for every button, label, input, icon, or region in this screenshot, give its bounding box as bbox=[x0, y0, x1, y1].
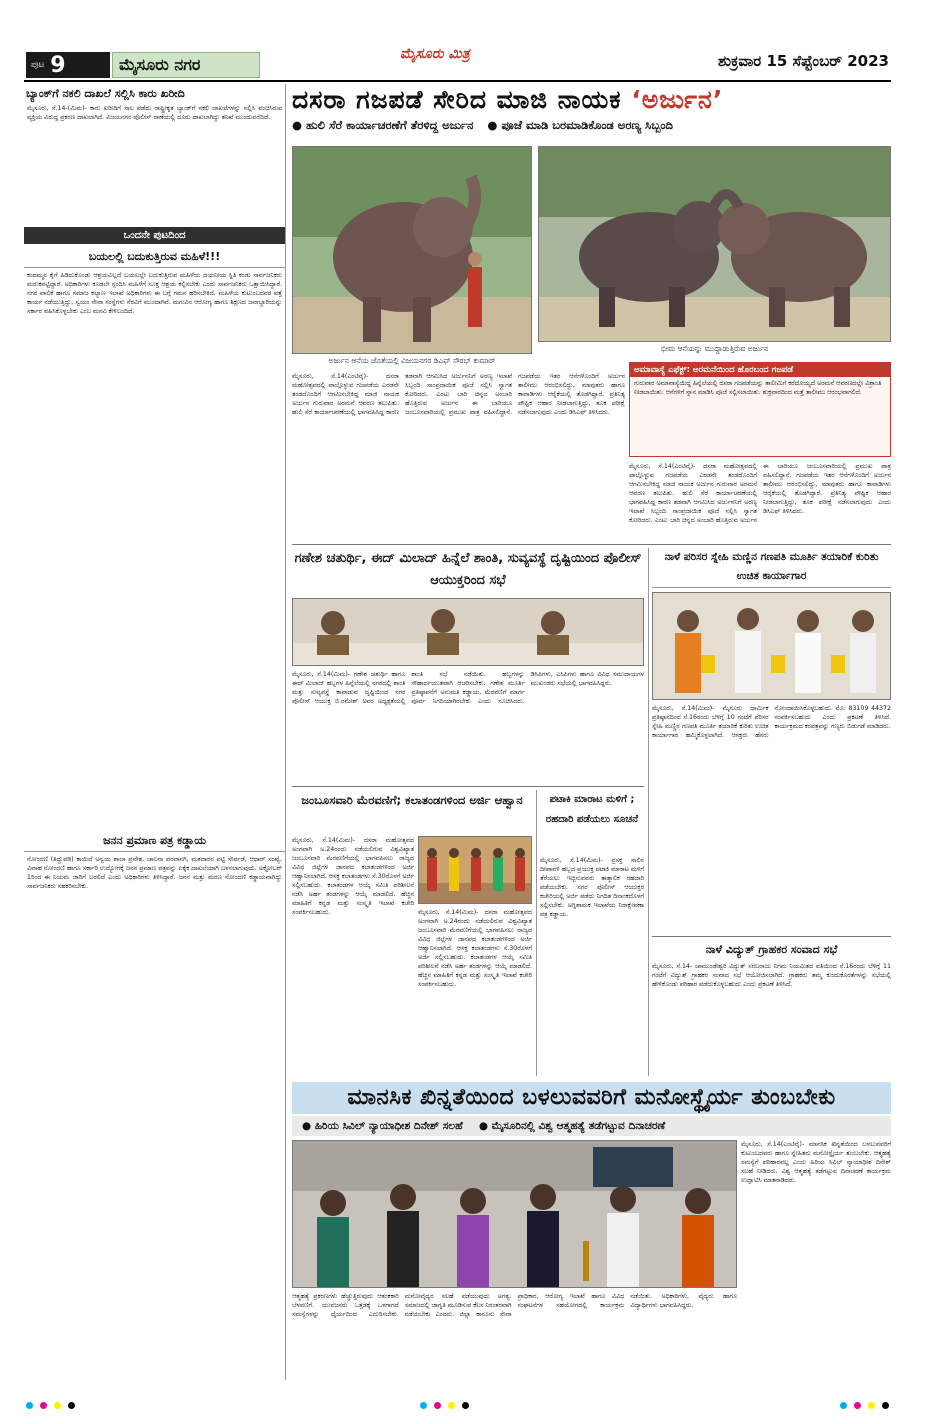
continued-band: ಒಂದನೇ ಪುಟದಿಂದ bbox=[24, 227, 285, 244]
photo-arjuna-bheema bbox=[538, 146, 891, 342]
amavasya-box-title: ಅಮಾವಾಸ್ಯೆ ಎಫೆಕ್ಟ್: ಅರಮನೆಯಿಂದ ಹೊರಬಂದ ಗಜಪಡೆ bbox=[630, 363, 890, 377]
pataki-headline: ಪಟಾಕಿ ಮಾರಾಟ ಮಳಿಗೆ ; ರಹದಾರಿ ಪಡೆಯಲು ಸೂಚನೆ bbox=[545, 794, 639, 825]
lead-story bbox=[292, 84, 891, 135]
mental-health-subhead-1: ● ಹಿರಿಯ ಸಿವಿಲ್ ನ್ಯಾಯಾಧೀಶ ದಿನೇಶ್ ಸಲಹೆ bbox=[302, 1120, 463, 1133]
jamboo-body-cont: ಮೈಸೂರು, ಸೆ.14(ಮಿಮ)- ದಸರಾ ಮಹೋತ್ಸವದ ಅಂಗವಾಗಿ ಅ.24ರಂದು ನಡೆಯಲಿರುವ ವಿಶ್ವವಿಖ್ಯಾತ ಜಂಬೂಸವಾರಿ ಮೆರವಣಿಗೆಯಲ್ಲಿ ಭಾಗವಹಿಸಲು ರಾಜ್ಯದ ವಿವಿಧ ಜಿಲ್ಲೆಗಳ ಜಾನಪದ ಕಲಾತಂಡಗಳಿಂದ ಅರ್ಜಿ ಆಹ್ವಾನಿಸಲಾಗಿದೆ. ಆಸಕ್ತ ಕಲಾತಂಡಗಳು ಸೆ.30ರೊಳಗೆ ಅರ್ಜಿ ಸಲ್ಲಿಸಬಹುದು. ಕಲಾತಂಡಗಳ ಆಯ್ಕೆ ಸಮಿತಿ ಪರಿಶೀಲನೆ ನಡೆಸಿ ಅರ್ಹ ತಂಡಗಳನ್ನು ಆಯ್ಕೆ ಮಾಡಲಿದೆ. ಹೆಚ್ಚಿನ ಮಾಹಿತಿಗೆ ಕನ್ನಡ ಮತ್ತು ಸಂಸ್ಕೃತಿ ಇಲಾಖೆ ಕಚೇರಿ ಸಂಪರ್ಕಿಸಬಹುದು. bbox=[418, 909, 532, 988]
story-woman-headline: ಬಯಲಲ್ಲಿ ಬದುಕುತ್ತಿರುವ ಮಹಿಳೆ!!! bbox=[24, 247, 285, 268]
lead-story-body-cont: ಮೈಸೂರು, ಸೆ.14(ಎಂಟಿವೈ)- ದಸರಾ ಮಹೋತ್ಸವದಲ್ಲಿ ಪಾಲ್ಗೊಳ್ಳುವ ಗಜಪಡೆಯ ಎರಡನೇ ತಂಡದೊಂದಿಗೆ ಆಗಮಿಸಬೇಕಿದ್ದ ಮಾಜಿ ನಾಯಕ ಅರ್ಜುನ ಗುರುವಾರ ಅರಮನೆ ಆವರಣ ತಲುಪಿತು. ಹುಲಿ ಸೆರೆ ಕಾರ್ಯಾಚರಣೆಯಲ್ಲಿ ಭಾಗವಹಿಸಿದ್ದ ಕಾರಣ ತಡವಾಗಿ ಆಗಮಿಸಿದ ಅರ್ಜುನನಿಗೆ ಅರಣ್ಯ ಇಲಾಖೆ ಸಿಬ್ಬಂದಿ ಸಾಂಪ್ರದಾಯಿಕ ಪೂಜೆ ಸಲ್ಲಿಸಿ ಸ್ವಾಗತ ಕೋರಿದರು. ಎಂಟು ಬಾರಿ ಚಿನ್ನದ ಅಂಬಾರಿ ಹೊತ್ತಿರುವ ಅರ್ಜುನ ಈ ಬಾರಿಯೂ ಜಂಬೂಸವಾರಿಯಲ್ಲಿ ಪ್ರಮುಖ ಪಾತ್ರ ವಹಿಸಲಿದ್ದಾನೆ. ಗಜಪಡೆಯ ಇತರ ಆನೆಗಳೊಂದಿಗೆ ಅರ್ಜುನ ತಾಲೀಮು ಆರಂಭಿಸಲಿದ್ದು, ಮಾವುತರು ಹಾಗೂ ಕಾವಾಡಿಗಳು ಆರೈಕೆಯಲ್ಲಿ ತೊಡಗಿದ್ದಾರೆ. ಪ್ರತಿನಿತ್ಯ ಪೌಷ್ಟಿಕ ಆಹಾರ ನೀಡಲಾಗುತ್ತಿದ್ದು, ತೂಕ ಪರೀಕ್ಷೆ ನಡೆಸಲಾಗುವುದು ಎಂದು ಡಿಸಿಎಫ್ ತಿಳಿಸಿದರು. bbox=[629, 463, 891, 524]
lead-headline-text: ದಸರಾ ಗಜಪಡೆ ಸೇರಿದ ಮಾಜಿ ನಾಯಕ bbox=[292, 85, 632, 114]
amavasya-info-box bbox=[629, 362, 891, 457]
photo-arjuna-caption: ಅರ್ಜುನ ಆನೆಯ ಜೊತೆಯಲ್ಲಿ ವಿಜಯನಗರ ಡಿಎಫ್ ಸೌರಭ್ ಕುಮಾರ್ bbox=[292, 356, 532, 368]
story-birth-cert-headline: ಜನನ ಪ್ರಮಾಣ ಪತ್ರ ಕಡ್ಡಾಯ bbox=[24, 831, 285, 852]
lead-headline bbox=[292, 84, 891, 116]
photo-lamp-lighting bbox=[292, 1140, 737, 1288]
mental-health-body-cont: ಆತ್ಮಹತ್ಯೆ ಪ್ರಕರಣಗಳು ಹೆಚ್ಚುತ್ತಿರುವುದು ಆತಂಕಕಾರಿ ಬೆಳವಣಿಗೆ. ಯುವಜನರು ಒತ್ತಡಕ್ಕೆ ಒಳಗಾಗದೆ ಸಮಸ್ಯೆಗಳನ್ನು ಧೈರ್ಯದಿಂದ ಎದುರಿಸಬೇಕು. ಮನೋವೈದ್ಯರ ಸಲಹೆ ಪಡೆಯುವುದು ಅಗತ್ಯ. ಸಮಾಜದಲ್ಲಿ ಜಾಗೃತಿ ಮೂಡಿಸುವ ಕೆಲಸ ನಿರಂತರವಾಗಿ ನಡೆಯಬೇಕು ಎಂದರು. ಜಿಲ್ಲಾ ಕಾನೂನು ಸೇವಾ ಪ್ರಾಧಿಕಾರ, ಆರೋಗ್ಯ ಇಲಾಖೆ ಹಾಗೂ ವಿವಿಧ ಸಂಘಟನೆಗಳ ಸಹಯೋಗದಲ್ಲಿ ಕಾರ್ಯಕ್ರಮ ನಡೆಯಿತು. ಅಧಿಕಾರಿಗಳು, ವೈದ್ಯರು ಹಾಗೂ ವಿದ್ಯಾರ್ಥಿಗಳು ಭಾಗವಹಿಸಿದ್ದರು. bbox=[292, 1293, 737, 1318]
ganesha-meeting-body: ಮೈಸೂರು, ಸೆ.14(ಮಿಮ)- ಗಣೇಶ ಚತುರ್ಥಿ ಹಾಗೂ ಈದ್ ಮಿಲಾದ್ ಹಬ್ಬಗಳ ಹಿನ್ನೆಲೆಯಲ್ಲಿ ನಗರದಲ್ಲಿ ಶಾಂತಿ ಮತ್ತು ಸುವ್ಯವಸ್ಥೆ ಕಾಪಾಡುವ ದೃಷ್ಟಿಯಿಂದ ನಗರ ಪೊಲೀಸ್ ಆಯುಕ್ತ ಬಿ.ರಮೇಶ್ ಅವರ ಅಧ್ಯಕ್ಷತೆಯಲ್ಲಿ ಶಾಂತಿ ಸಭೆ ನಡೆಯಿತು. ಹಬ್ಬಗಳನ್ನು ಸೌಹಾರ್ದಯುತವಾಗಿ ಆಚರಿಸಬೇಕು. ಗಣೇಶ ಮೂರ್ತಿ ಪ್ರತಿಷ್ಠಾಪನೆಗೆ ಅನುಮತಿ ಕಡ್ಡಾಯ, ಮೆರವಣಿಗೆ ಮಾರ್ಗ ಪೂರ್ವ ನಿಗದಿಯಾಗಿರಬೇಕು ಎಂದು ಸೂಚಿಸಿದರು. ಡಿಸಿಪಿಗಳು, ಎಸಿಪಿಗಳು ಹಾಗೂ ವಿವಿಧ ಸಮುದಾಯಗಳ ಮುಖಂಡರು ಸಭೆಯಲ್ಲಿ ಭಾಗವಹಿಸಿದ್ದರು. bbox=[292, 671, 644, 705]
lead-story-body: ಮೈಸೂರು, ಸೆ.14(ಎಂಟಿವೈ)- ದಸರಾ ಮಹೋತ್ಸವದಲ್ಲಿ ಪಾಲ್ಗೊಳ್ಳುವ ಗಜಪಡೆಯ ಎರಡನೇ ತಂಡದೊಂದಿಗೆ ಆಗಮಿಸಬೇಕಿದ್ದ ಮಾಜಿ ನಾಯಕ ಅರ್ಜುನ ಗುರುವಾರ ಅರಮನೆ ಆವರಣ ತಲುಪಿತು. ಹುಲಿ ಸೆರೆ ಕಾರ್ಯಾಚರಣೆಯಲ್ಲಿ ಭಾಗವಹಿಸಿದ್ದ ಕಾರಣ ತಡವಾಗಿ ಆಗಮಿಸಿದ ಅರ್ಜುನನಿಗೆ ಅರಣ್ಯ ಇಲಾಖೆ ಸಿಬ್ಬಂದಿ ಸಾಂಪ್ರದಾಯಿಕ ಪೂಜೆ ಸಲ್ಲಿಸಿ ಸ್ವಾಗತ ಕೋರಿದರು. ಎಂಟು ಬಾರಿ ಚಿನ್ನದ ಅಂಬಾರಿ ಹೊತ್ತಿರುವ ಅರ್ಜುನ ಈ ಬಾರಿಯೂ ಜಂಬೂಸವಾರಿಯಲ್ಲಿ ಪ್ರಮುಖ ಪಾತ್ರ ವಹಿಸಲಿದ್ದಾನೆ. ಗಜಪಡೆಯ ಇತರ ಆನೆಗಳೊಂದಿಗೆ ಅರ್ಜುನ ತಾಲೀಮು ಆರಂಭಿಸಲಿದ್ದು, ಮಾವುತರು ಹಾಗೂ ಕಾವಾಡಿಗಳು ಆರೈಕೆಯಲ್ಲಿ ತೊಡಗಿದ್ದಾರೆ. ಪ್ರತಿನಿತ್ಯ ಪೌಷ್ಟಿಕ ಆಹಾರ ನೀಡಲಾಗುತ್ತಿದ್ದು, ತೂಕ ಪರೀಕ್ಷೆ ನಡೆಸಲಾಗುವುದು ಎಂದು ಡಿಸಿಎಫ್ ತಿಳಿಸಿದರು. bbox=[292, 373, 625, 416]
ganesha-meeting-headline: ಗಣೇಶ ಚತುರ್ಥಿ, ಈದ್ ಮಿಲಾದ್ ಹಿನ್ನೆಲೆ ಶಾಂತಿ, ಸುವ್ಯವಸ್ಥೆ ದೃಷ್ಟಿಯಿಂದ ಪೊಲೀಸ್ ಆಯುಕ್ತರಿಂದ ಸಭೆ bbox=[294, 551, 642, 588]
vidyut-headline: ನಾಳೆ ವಿದ್ಯುತ್ ಗ್ರಾಹಕರ ಸಂವಾದ ಸಭೆ bbox=[705, 943, 838, 956]
divider bbox=[648, 548, 649, 1076]
registration-dots-left bbox=[26, 1402, 75, 1409]
mental-health-subhead-2: ● ಮೈಸೂರಿನಲ್ಲಿ ವಿಶ್ವ ಆತ್ಮಹತ್ಯೆ ತಡೆಗಟ್ಟುವ ದಿನಾಚರಣೆ bbox=[479, 1120, 665, 1133]
divider bbox=[652, 936, 891, 937]
section-title: ಮೈಸೂರು ನಗರ bbox=[112, 52, 260, 78]
ganapathi-workshop-headline: ನಾಳೆ ಪರಿಸರ ಸ್ನೇಹಿ ಮಣ್ಣಿನ ಗಣಪತಿ ಮೂರ್ತಿ ತಯಾರಿಕೆ ಕುರಿತು ಉಚಿತ ಕಾರ್ಯಾಗಾರ bbox=[652, 548, 891, 588]
lead-headline-highlight: ‘ಅರ್ಜುನ’ bbox=[631, 85, 724, 114]
pataki-body: ಮೈಸೂರು, ಸೆ.14(ಮಿಮ)- ಪ್ರಸಕ್ತ ಸಾಲಿನ ದೀಪಾವಳಿ ಹಬ್ಬದ ಪ್ರಯುಕ್ತ ಪಟಾಕಿ ಮಾರಾಟ ಮಳಿಗೆ ತೆರೆಯಲು ಇಚ್ಛಿಸುವವರು ತಾತ್ಕಾಲಿಕ ರಹದಾರಿ ಪಡೆಯಬೇಕು. ನಗರ ಪೊಲೀಸ್ ಆಯುಕ್ತರ ಕಚೇರಿಯಲ್ಲಿ ಅರ್ಜಿ ಪಡೆದು ನಿಗದಿತ ದಿನಾಂಕದೊಳಗೆ ಸಲ್ಲಿಸಬೇಕು. ಅಗ್ನಿಶಾಮಕ ಇಲಾಖೆಯ ನಿರಾಕ್ಷೇಪಣಾ ಪತ್ರ ಕಡ್ಡಾಯ. bbox=[540, 857, 644, 918]
story-car-fraud-headline: ಬ್ಯಾಂಕ್‌ಗೆ ನಕಲಿ ದಾಖಲೆ ಸಲ್ಲಿಸಿ ಕಾರು ಖರೀದಿ bbox=[26, 87, 185, 100]
issue-date: ಶುಕ್ರವಾರ 15 ಸೆಪ್ಟೆಂಬರ್ 2023 bbox=[718, 52, 889, 70]
mental-health-subheads bbox=[292, 1116, 891, 1136]
photo-arjuna-with-dfo bbox=[292, 146, 532, 354]
story-woman-body: ಕಂದಮ್ಮನ ಕೈಗೆ ಹಿಡಿದುಕೊಂಡು ಆಶ್ರಯವಿಲ್ಲದೆ ಬಯಲಲ್ಲೇ ಬದುಕುತ್ತಿರುವ ಮಹಿಳೆಯ ದಯನೀಯ ಸ್ಥಿತಿ ಕಂಡು ಸಾರ್ವಜನಿಕರು ಮರುಕಪಟ್ಟಿದ್ದಾರೆ. ಅಧಿಕಾರಿಗಳು ಕೂಡಲೇ ಸ್ಪಂದಿಸಿ ಮಹಿಳೆಗೆ ಸೂಕ್ತ ಆಶ್ರಯ ಕಲ್ಪಿಸಬೇಕು ಎಂದು ಸಾರ್ವಜನಿಕರು ಒತ್ತಾಯಿಸಿದ್ದಾರೆ. ನಗರ ಪಾಲಿಕೆ ಹಾಗೂ ಸಮಾಜ ಕಲ್ಯಾಣ ಇಲಾಖೆ ಅಧಿಕಾರಿಗಳು ಈ ಬಗ್ಗೆ ಗಮನ ಹರಿಸಬೇಕಿದೆ. ಮಹಿಳೆಯ ಕುಟುಂಬದವರ ಪತ್ತೆ ಕಾರ್ಯ ನಡೆಯುತ್ತಿದ್ದು, ಸ್ವಯಂ ಸೇವಾ ಸಂಸ್ಥೆಗಳು ನೆರವಿಗೆ ಮುಂದಾಗಿವೆ. ಮಗುವಿನ ಆರೋಗ್ಯ ಹಾಗೂ ಶಿಕ್ಷಣದ ಜವಾಬ್ದಾರಿಯನ್ನು ಸರ್ಕಾರ ವಹಿಸಿಕೊಳ್ಳಬೇಕು ಎಂಬ ಮನವಿ ಕೇಳಿಬಂದಿದೆ. bbox=[27, 272, 282, 315]
photo-folk-troupe bbox=[418, 836, 532, 904]
divider bbox=[292, 786, 644, 787]
jamboo-headline: ಜಂಬೂಸವಾರಿ ಮೆರವಣಿಗೆ; ಕಲಾತಂಡಗಳಿಂದ ಅರ್ಜಿ ಆಹ್ವಾನ bbox=[301, 793, 523, 807]
divider bbox=[292, 544, 891, 545]
photo-bheema-caption: ಭೀಮ ಆನೆಯನ್ನು ಮುದ್ದಾಡುತ್ತಿರುವ ಅರ್ಜುನ bbox=[538, 344, 891, 356]
divider bbox=[536, 790, 537, 1076]
page-number-badge bbox=[26, 52, 110, 78]
mental-health-headline: ಮಾನಸಿಕ ಖಿನ್ನತೆಯಿಂದ ಬಳಲುವವರಿಗೆ ಮನೋಸ್ಥೈರ್ಯ ತುಂಬಬೇಕು bbox=[292, 1082, 891, 1114]
photo-police-meeting bbox=[292, 598, 644, 666]
lead-subhead-1: ● ಹುಲಿ ಸೆರೆ ಕಾರ್ಯಾಚರಣೆಗೆ ತೆರಳಿದ್ದ ಅರ್ಜುನ bbox=[292, 118, 473, 133]
masthead-logo: ಮೈಸೂರು ಮಿತ್ರ bbox=[400, 46, 470, 62]
mental-health-body: ಮೈಸೂರು, ಸೆ.14(ಎಂಟಿವೈ)- ಮಾನಸಿಕ ಖಿನ್ನತೆಯಿಂದ ಬಳಲುವವರಿಗೆ ಕುಟುಂಬದವರು ಹಾಗೂ ಸ್ನೇಹಿತರು ಮನೋಸ್ಥೈರ್ಯ ತುಂಬಬೇಕು. ಆತ್ಮಹತ್ಯೆ ಸಮಸ್ಯೆಗೆ ಪರಿಹಾರವಲ್ಲ ಎಂದು ಹಿರಿಯ ಸಿವಿಲ್ ನ್ಯಾಯಾಧೀಶ ದಿನೇಶ್ ಸಲಹೆ ನೀಡಿದರು. ವಿಶ್ವ ಆತ್ಮಹತ್ಯೆ ತಡೆಗಟ್ಟುವ ದಿನಾಚರಣೆ ಕಾರ್ಯಕ್ರಮ ಉದ್ಘಾಟಿಸಿ ಮಾತನಾಡಿದರು. bbox=[741, 1141, 891, 1184]
photo-workshop-release bbox=[652, 592, 891, 700]
registration-dots-right bbox=[840, 1402, 889, 1409]
story-car-fraud-body: ಮೈಸೂರು, ಸೆ.14-(ಮಿಮ)- ಕಾರು ಖರೀದಿಗೆ ಸಾಲ ಪಡೆದು ರಾಷ್ಟ್ರೀಕೃತ ಬ್ಯಾಂಕ್‌ಗೆ ನಕಲಿ ದಾಖಲೆಗಳನ್ನು ಸಲ್ಲಿಸಿ ವಂಚಿಸಿರುವ ವ್ಯಕ್ತಿಯ ವಿರುದ್ಧ ಪ್ರಕರಣ ದಾಖಲಾಗಿದೆ. ವಿಜಯನಗರ ಪೊಲೀಸ್ ಠಾಣೆಯಲ್ಲಿ ದೂರು ದಾಖಲಾಗಿದ್ದು ತನಿಖೆ ಮುಂದುವರೆದಿದೆ. bbox=[27, 105, 282, 121]
ganapathi-workshop-body: ಮೈಸೂರು, ಸೆ.14(ಮಿಮ)- ಮೈಸೂರು ಧಾರ್ಮಿಕ ಪ್ರತಿಷ್ಠಾನದಿಂದ ಸೆ.16ರಂದು ಬೆಳಿಗ್ಗೆ 10 ಗಂಟೆಗೆ ಪರಿಸರ ಸ್ನೇಹಿ ಮಣ್ಣಿನ ಗಣಪತಿ ಮೂರ್ತಿ ತಯಾರಿಕೆ ಕುರಿತು ಉಚಿತ ಕಾರ್ಯಾಗಾರ ಹಮ್ಮಿಕೊಳ್ಳಲಾಗಿದೆ. ಆಸಕ್ತರು ಹೆಸರು ನೋಂದಾಯಿಸಿಕೊಳ್ಳಬಹುದು. ಮೊ: 83109 44372 ಸಂಪರ್ಕಿಸಬಹುದು ಎಂದು ಪ್ರಕಟಣೆ ತಿಳಿಸಿದೆ. ಕಾರ್ಯಕ್ರಮದ ಕರಪತ್ರವನ್ನು ಗಣ್ಯರು ಬಿಡುಗಡೆ ಮಾಡಿದರು. bbox=[652, 705, 891, 739]
lead-subhead-2: ● ಪೂಜೆ ಮಾಡಿ ಬರಮಾಡಿಕೊಂಡ ಅರಣ್ಯ ಸಿಬ್ಬಂದಿ bbox=[487, 118, 673, 133]
page-number: 9 bbox=[50, 52, 66, 78]
page-header bbox=[0, 0, 945, 80]
vidyut-body: ಮೈಸೂರು, ಸೆ.14- ಚಾಮುಂಡೇಶ್ವರಿ ವಿದ್ಯುತ್ ಸರಬರಾಜು ನಿಗಮ ನಿಯಮಿತದ ವತಿಯಿಂದ ಸೆ.16ರಂದು ಬೆಳಿಗ್ಗೆ 11 ಗಂಟೆಗೆ ವಿದ್ಯುತ್ ಗ್ರಾಹಕರ ಸಂವಾದ ಸಭೆ ಆಯೋಜಿಸಲಾಗಿದೆ. ಗ್ರಾಹಕರು ತಮ್ಮ ಕುಂದುಕೊರತೆಗಳನ್ನು ಸಭೆಯಲ್ಲಿ ಹೇಳಿಕೊಂಡು ಪರಿಹಾರ ಪಡೆದುಕೊಳ್ಳಬಹುದು ಎಂದು ಪ್ರಕಟಣೆ ತಿಳಿಸಿದೆ. bbox=[652, 963, 891, 988]
story-birth-cert-body: ನೋಂದಣಿ (ತಿದ್ದುಪಡಿ) ಕಾಯಿದೆ ಅನ್ವಯ ಶಾಲಾ ಪ್ರವೇಶ, ಚಾಲನಾ ಪರವಾನಗಿ, ಮತದಾರರ ಪಟ್ಟಿ ಸೇರ್ಪಡೆ, ಆಧಾರ್ ಸಂಖ್ಯೆ, ವಿವಾಹ ನೋಂದಣಿ ಹಾಗೂ ಸರ್ಕಾರಿ ಉದ್ಯೋಗಕ್ಕೆ ಜನನ ಪ್ರಮಾಣ ಪತ್ರವನ್ನು ಏಕೈಕ ದಾಖಲೆಯಾಗಿ ಬಳಸಲಾಗುವುದು. ಅಕ್ಟೋಬರ್ 1ರಿಂದ ಈ ನಿಯಮ ಜಾರಿಗೆ ಬರಲಿದೆ ಎಂದು ಅಧಿಕಾರಿಗಳು ತಿಳಿಸಿದ್ದಾರೆ. ಜನನ ಮತ್ತು ಮರಣ ನೋಂದಣಿ ಕಡ್ಡಾಯವಾಗಿದ್ದು ಸಾರ್ವಜನಿಕರು ಸಹಕರಿಸಬೇಕು. bbox=[27, 856, 282, 890]
lead-subheads bbox=[292, 116, 891, 135]
page-label: ಪುಟ bbox=[31, 60, 45, 70]
header-rule bbox=[24, 80, 891, 82]
registration-dots-center bbox=[420, 1402, 469, 1409]
jamboo-body: ಮೈಸೂರು, ಸೆ.14(ಮಿಮ)- ದಸರಾ ಮಹೋತ್ಸವದ ಅಂಗವಾಗಿ ಅ.24ರಂದು ನಡೆಯಲಿರುವ ವಿಶ್ವವಿಖ್ಯಾತ ಜಂಬೂಸವಾರಿ ಮೆರವಣಿಗೆಯಲ್ಲಿ ಭಾಗವಹಿಸಲು ರಾಜ್ಯದ ವಿವಿಧ ಜಿಲ್ಲೆಗಳ ಜಾನಪದ ಕಲಾತಂಡಗಳಿಂದ ಅರ್ಜಿ ಆಹ್ವಾನಿಸಲಾಗಿದೆ. ಆಸಕ್ತ ಕಲಾತಂಡಗಳು ಸೆ.30ರೊಳಗೆ ಅರ್ಜಿ ಸಲ್ಲಿಸಬಹುದು. ಕಲಾತಂಡಗಳ ಆಯ್ಕೆ ಸಮಿತಿ ಪರಿಶೀಲನೆ ನಡೆಸಿ ಅರ್ಹ ತಂಡಗಳನ್ನು ಆಯ್ಕೆ ಮಾಡಲಿದೆ. ಹೆಚ್ಚಿನ ಮಾಹಿತಿಗೆ ಕನ್ನಡ ಮತ್ತು ಸಂಸ್ಕೃತಿ ಇಲಾಖೆ ಕಚೇರಿ ಸಂಪರ್ಕಿಸಬಹುದು. bbox=[292, 837, 414, 916]
left-column bbox=[24, 84, 286, 1380]
amavasya-box-body: ಗುರುವಾರ ಅಮಾವಾಸ್ಯೆಯಿದ್ದ ಹಿನ್ನೆಲೆಯಲ್ಲಿ ದಸರಾ ಗಜಪಡೆಯನ್ನು ತಾಲೀಮಿಗೆ ಕರೆದೊಯ್ಯದೆ ಅರಮನೆ ಆವರಣದಲ್ಲೇ ವಿಶ್ರಾಂತಿ ನೀಡಲಾಯಿತು. ಆನೆಗಳಿಗೆ ಸ್ನಾನ ಮಾಡಿಸಿ ಪೂಜೆ ಸಲ್ಲಿಸಲಾಯಿತು. ಶುಕ್ರವಾರದಿಂದ ಮತ್ತೆ ತಾಲೀಮು ಆರಂಭವಾಗಲಿದೆ. bbox=[634, 380, 882, 396]
